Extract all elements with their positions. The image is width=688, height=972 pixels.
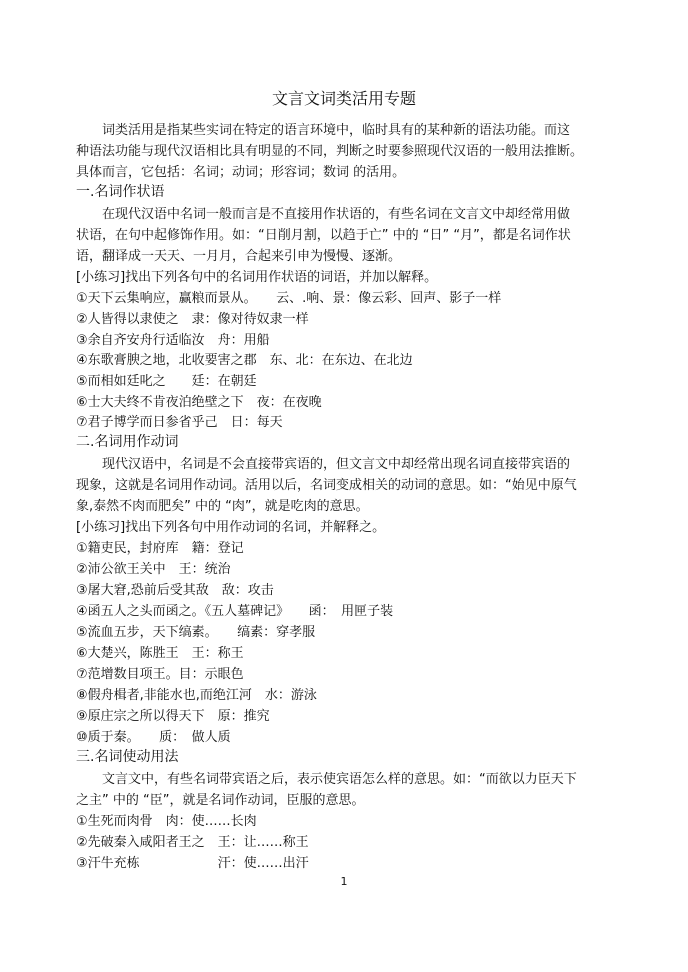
list-item: ③余自齐安舟行适临汝 舟：用船 [76,333,270,348]
list-item: ④函五人之头而函之。《五人墓碑记》 函： 用匣子装 [76,604,394,619]
list-item: ②先破秦入咸阳者王之 王：让……称王 [76,835,309,850]
intro-line-1: 词类活用是指某些实词在特定的语言环境中，临时具有的某种新的语法功能。而这 [76,123,571,138]
list-item: ②沛公欲王关中 王：统治 [76,562,231,577]
document-title: 文言文词类活用专题 [271,89,416,108]
section1-line-3: 语，翻译成一天天、一月月，合起来引申为慢慢、逐渐。 [76,249,402,264]
exercise-prompt-2: [小练习]找出下列各句中用作动词的名词，并解释之。 [76,520,386,535]
list-item: ①生死而肉骨 肉：使……长肉 [76,814,257,829]
intro-line-3: 具体而言，它包括：名词；动词；形容词；数词 的活用。 [76,165,406,180]
page-number: 1 [340,875,348,888]
list-item: ⑦君子博学而日参省乎己 日：每天 [76,415,283,430]
section2-line-1: 现代汉语中，名词是不会直接带宾语的，但文言文中却经常出现名词直接带宾语的 [76,457,571,472]
list-item: ③汗牛充栋 汗：使……出汗 [76,856,309,871]
section2-line-2: 现象，这就是名词用作动词。活用以后，名词变成相关的动词的意思。如：“始见中原气 [76,478,577,493]
list-item: ③屠大窘,恐前后受其敌 敌：攻击 [76,583,274,598]
exercise-prompt-1: [小练习]找出下列各句中的名词用作状语的词语，并加以解释。 [76,270,438,285]
section3-line-2: 之主” 中的 “臣”，就是名词作动词，臣服的意思。 [76,793,365,808]
list-item: ⑩质于秦。 质： 做人质 [76,730,231,745]
list-item: ⑥士大夫终不肯夜泊绝壁之下 夜：在夜晚 [76,395,322,410]
list-item: ⑥大楚兴，陈胜王 王：称王 [76,646,244,661]
list-item: ①籍吏民，封府库 籍：登记 [76,541,244,556]
list-item: ⑨原庄宗之所以得天下 原：推究 [76,709,270,724]
list-item: ⑤流血五步，天下缟素。 缟素：穿孝服 [76,625,316,640]
section1-line-1: 在现代汉语中名词一般而言是不直接用作状语的，有些名词在文言文中却经常用做 [76,207,571,222]
list-item: ①天下云集响应，赢粮而景从。 云、.响、景：像云彩、回声、影子一样 [76,291,502,306]
section-heading-2: 二.名词用作动词 [76,434,179,450]
list-item: ②人皆得以隶使之 隶：像对待奴隶一样 [76,312,309,327]
section1-line-2: 状语，在句中起修饰作用。如：“日削月割，以趋于亡” 中的 “日” “月”，都是名词作状 [76,228,571,243]
section3-line-1: 文言文中，有些名词带宾语之后，表示使宾语怎么样的意思。如：“而欲以力臣天下 [76,772,577,787]
section-heading-3: 三.名词使动用法 [76,749,179,765]
intro-line-2: 种语法功能与现代汉语相比具有明显的不同，判断之时要参照现代汉语的一般用法推断。 [76,144,584,159]
section2-line-3: 象,泰然不肉而肥矣” 中的 “肉”，就是吃肉的意思。 [76,499,369,514]
list-item: ④东歌膏腴之地，北收要害之郡 东、北：在东边、在北边 [76,353,413,368]
list-item: ⑧假舟楫者,非能水也,而绝江河 水：游泳 [76,688,317,703]
list-item: ⑤而相如廷叱之 廷：在朝廷 [76,374,257,389]
list-item: ⑦范增数目项王。目：示眼色 [76,667,244,682]
section-heading-1: 一.名词作状语 [76,184,165,200]
